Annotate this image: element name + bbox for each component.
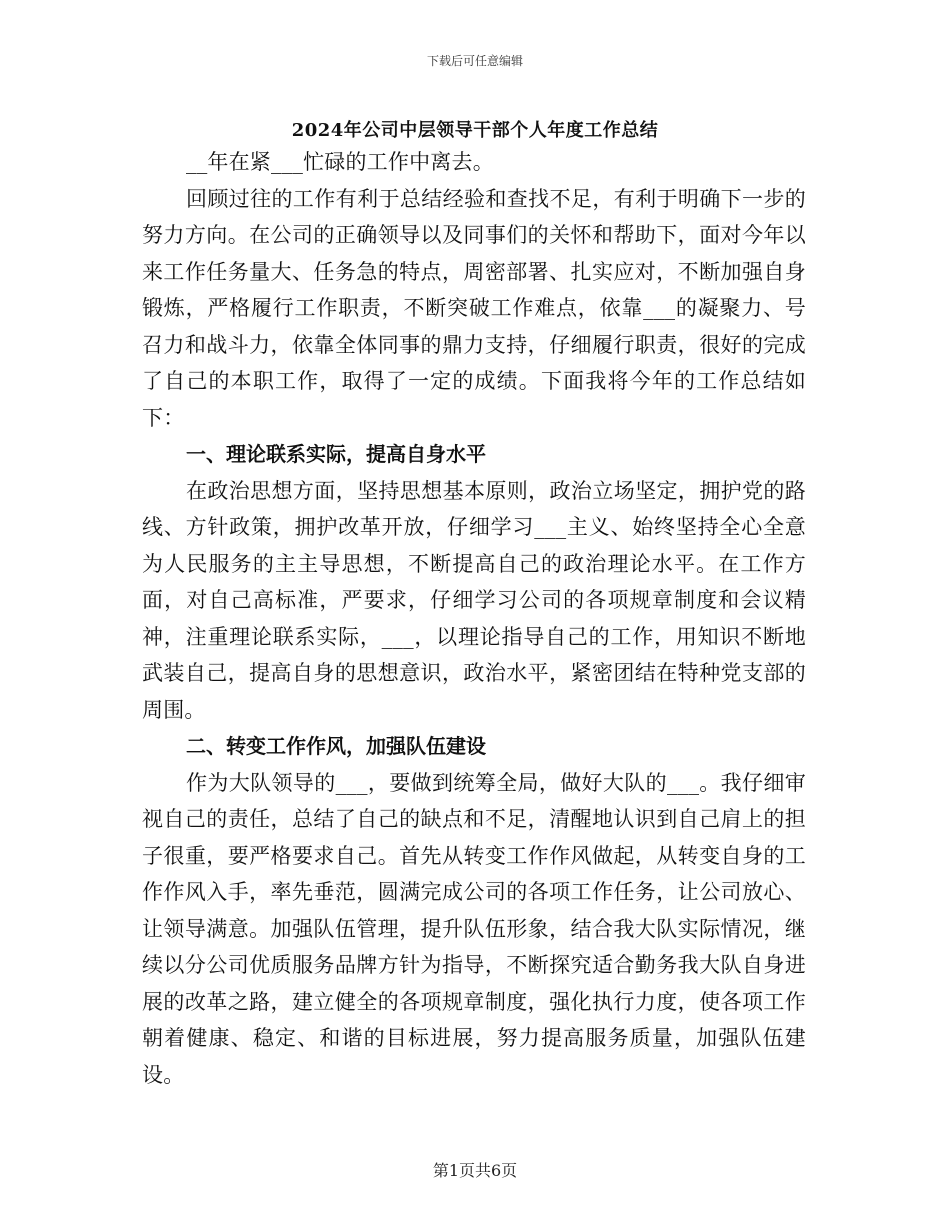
intro-paragraph-2: 回顾过往的工作有利于总结经验和查找不足，有利于明确下一步的努力方向。在公司的正确领导以及同事们的关怀和帮助下，面对今年以来工作任务量大、任务急的特点，周密部署、扎实应对，不断加强自身锻炼，严格履行工作职责，不断突破工作难点，依靠___的凝聚力、号召力和战斗力，依靠全体同事的鼎力支持，仔细履行职责，很好的完成了自己的本职工作，取得了一定的成绩。下面我将今年的工作总结如下：	[142, 186, 806, 430]
intro-paragraph-1: __年在紧___忙碌的工作中离去。	[186, 150, 494, 174]
section-1-heading: 一、理论联系实际，提高自身水平	[186, 442, 486, 466]
section-1-paragraph: 在政治思想方面，坚持思想基本原则，政治立场坚定，拥护党的路线、方针政策，拥护改革开放，仔细学习___主义、始终坚持全心全意为人民服务的主主导思想，不断提高自己的政治理论水平。在工作方面，对自己高标准，严要求，仔细学习公司的各项规章制度和会议精神，注重理论联系实际，___，以理论指导自己的工作，用知识不断地武装自己，提高自身的思想意识，政治水平，紧密团结在特种党支部的周围。	[142, 478, 806, 722]
section-2-heading: 二、转变工作作风，加强队伍建设	[186, 734, 486, 758]
page-header-note: 下载后可任意编辑	[426, 54, 523, 68]
section-2-paragraph: 作为大队领导的___，要做到统筹全局，做好大队的___。我仔细审视自己的责任，总结了自己的缺点和不足，清醒地认识到自己肩上的担子很重，要严格要求自己。首先从转变工作作风做起，从转变自身的工作作风入手，率先垂范，圆满完成公司的各项工作任务，让公司放心、让领导满意。加强队伍管理，提升队伍形象，结合我大队实际情况，继续以分公司优质服务品牌方针为指导，不断探究适合勤务我大队自身进展的改革之路，建立健全的各项规章制度，强化执行力度，使各项工作朝着健康、稳定、和谐的目标进展，努力提高服务质量，加强队伍建设。	[142, 770, 806, 1087]
page-number-footer: 第1页共6页	[432, 1161, 518, 1180]
document-body	[142, 144, 806, 1093]
document-title: 2024年公司中层领导干部个人年度工作总结	[291, 120, 659, 141]
